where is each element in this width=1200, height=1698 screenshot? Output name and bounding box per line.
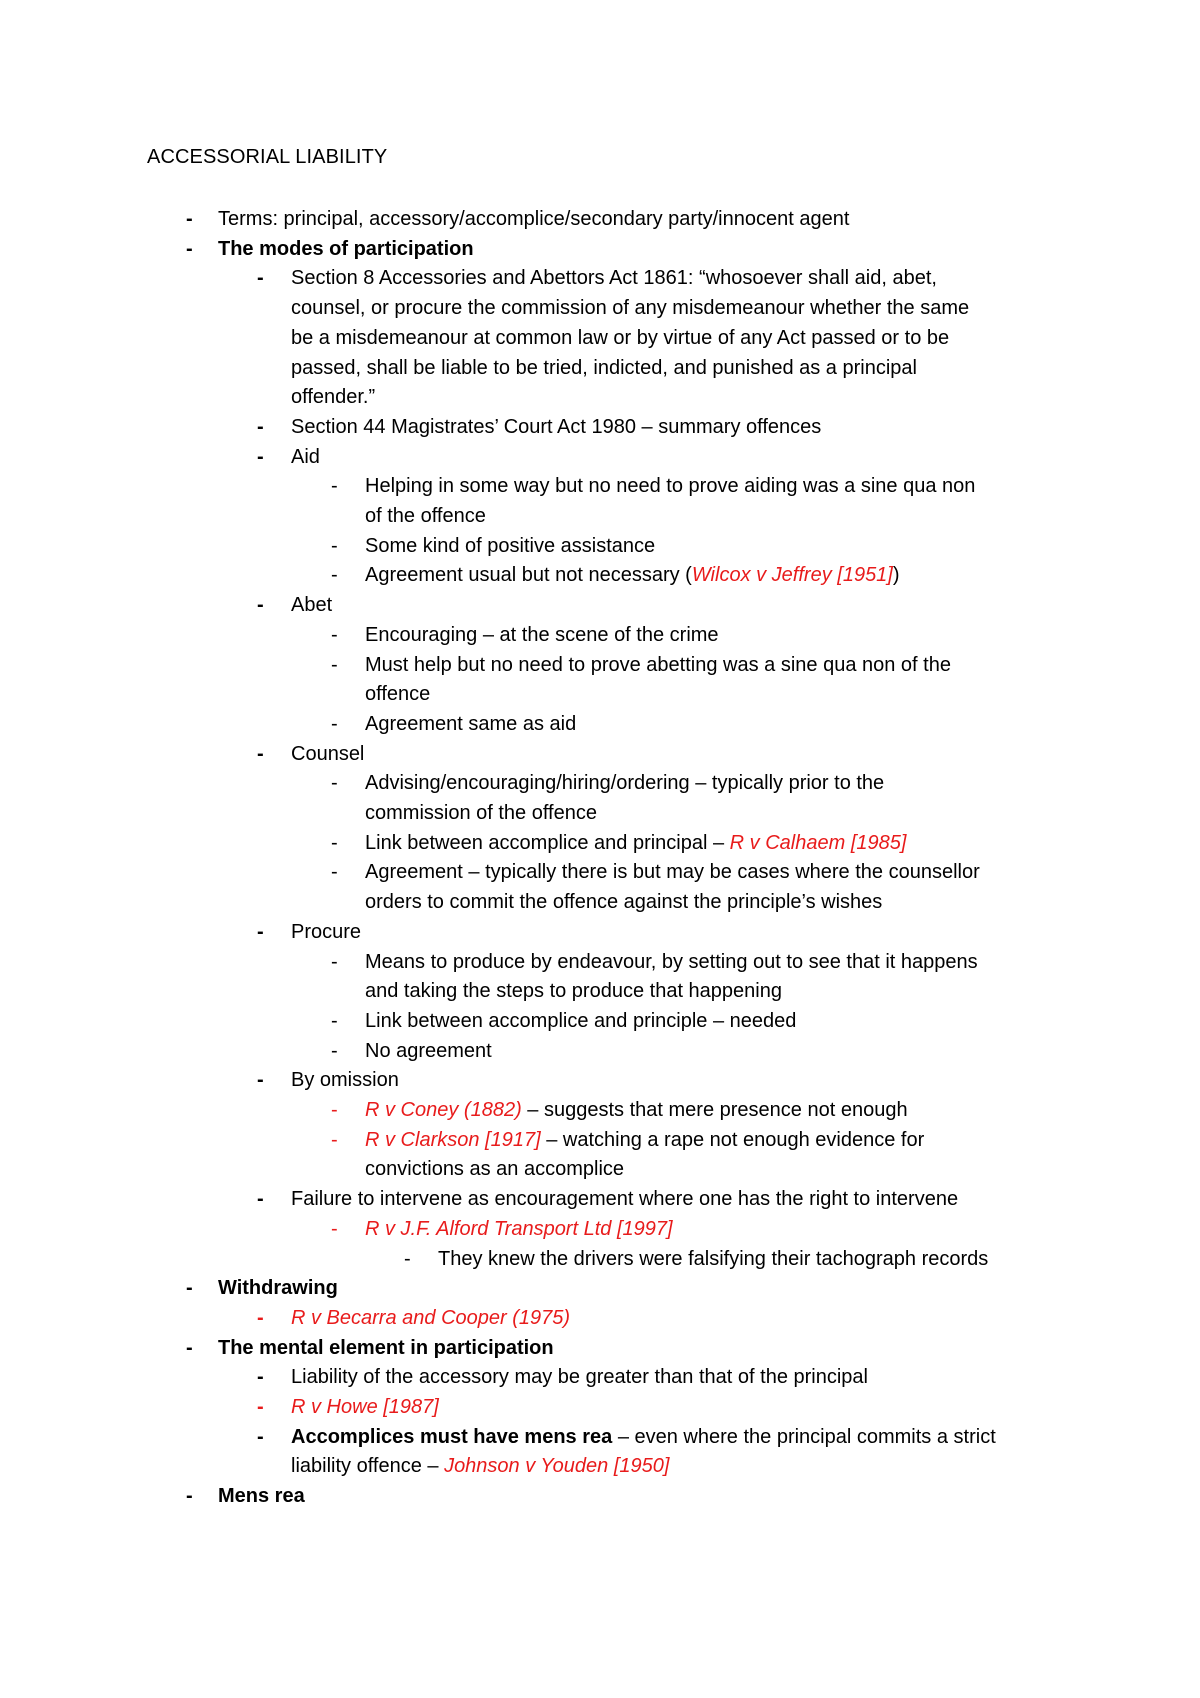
list-item-text: orders to commit the offence against the principle’s wishes	[365, 891, 883, 913]
list-item	[365, 950, 978, 974]
list-item-text: Terms: principal, accessory/accomplice/secondary party/innocent agent	[218, 208, 850, 230]
list-item-text: Counsel	[291, 743, 365, 765]
list-item-text: Must help but no need to prove abetting was a sine qua non of the	[365, 654, 951, 676]
list-item	[365, 1098, 908, 1122]
list-item	[218, 1336, 554, 1360]
list-item-text: commission of the offence	[365, 802, 597, 824]
list-item-text: By omission	[291, 1069, 399, 1091]
list-item-text: Means to produce by endeavour, by setting out to see that it happens	[365, 951, 978, 973]
bullet-dash: -	[186, 238, 193, 260]
list-item	[291, 1187, 958, 1211]
list-item	[365, 771, 884, 795]
bullet-dash: -	[331, 713, 338, 735]
list-item	[291, 742, 364, 766]
bullet-dash: -	[331, 772, 338, 794]
bullet-dash: -	[257, 1396, 264, 1418]
list-item	[365, 534, 655, 558]
bullet-dash: -	[257, 594, 264, 616]
list-item-text: counsel, or procure the commission of any misdemeanour whether the same	[291, 297, 970, 319]
bullet-dash: -	[331, 654, 338, 676]
list-item	[365, 474, 975, 498]
list-item	[291, 445, 320, 469]
list-item-text: Link between accomplice and principal –	[365, 832, 730, 854]
list-item	[365, 860, 980, 884]
bullet-dash: -	[331, 624, 338, 646]
list-item-text: – suggests that mere presence not enough	[521, 1099, 908, 1121]
bullet-dash: -	[257, 921, 264, 943]
list-item	[365, 1009, 796, 1033]
list-item-continuation	[291, 296, 969, 320]
case-citation: R v J.F. Alford Transport Ltd [1997]	[365, 1218, 673, 1240]
list-item	[218, 207, 849, 231]
list-item	[365, 563, 900, 587]
list-item-text: and taking the steps to produce that happening	[365, 980, 782, 1002]
bullet-dash: -	[257, 743, 264, 765]
list-item	[291, 1395, 439, 1419]
case-citation: Wilcox v Jeffrey [1951]	[691, 564, 893, 586]
list-item-text: Helping in some way but no need to prove aiding was a sine qua non	[365, 475, 976, 497]
list-item	[291, 1068, 399, 1092]
list-item	[291, 920, 361, 944]
bullet-dash: -	[331, 951, 338, 973]
list-item-text: Accomplices must have mens rea	[291, 1426, 613, 1448]
list-item-text: Liability of the accessory may be greater than that of the principal	[291, 1366, 868, 1388]
bullet-dash: -	[257, 1366, 264, 1388]
list-item-continuation	[291, 385, 375, 409]
bullet-dash: -	[257, 1307, 264, 1329]
list-item	[291, 1425, 996, 1449]
case-citation: R v Clarkson [1917]	[365, 1129, 541, 1151]
list-item-text: Procure	[291, 921, 362, 943]
bullet-dash: -	[331, 1040, 338, 1062]
bullet-dash: -	[257, 416, 264, 438]
list-item-text: The mental element in participation	[218, 1337, 554, 1359]
list-item	[291, 266, 937, 290]
list-item-text: Encouraging – at the scene of the crime	[365, 624, 719, 646]
list-item-continuation	[291, 356, 917, 380]
list-item	[365, 1039, 492, 1063]
list-item-text: Link between accomplice and principle – needed	[365, 1010, 797, 1032]
list-item-text: Agreement same as aid	[365, 713, 577, 735]
case-citation: R v Becarra and Cooper (1975)	[291, 1307, 571, 1329]
bullet-dash: -	[331, 1129, 338, 1151]
list-item	[365, 1217, 673, 1241]
list-item-text: be a misdemeanour at common law or by virtue of any Act passed or to be	[291, 327, 950, 349]
list-item	[218, 237, 474, 261]
list-item-continuation	[365, 979, 782, 1003]
list-item-text: liability offence –	[291, 1455, 445, 1477]
list-item	[218, 1276, 338, 1300]
list-item-continuation	[365, 1157, 624, 1181]
bullet-dash: -	[331, 861, 338, 883]
bullet-dash: -	[257, 267, 264, 289]
list-item-text: The modes of participation	[218, 238, 474, 260]
case-citation: Johnson v Youden [1950]	[444, 1455, 670, 1477]
list-item-text: – watching a rape not enough evidence for	[540, 1129, 925, 1151]
list-item-text: Aid	[291, 446, 320, 468]
bullet-dash: -	[331, 1218, 338, 1240]
list-item	[365, 712, 576, 736]
list-item-continuation	[365, 682, 430, 706]
list-item-continuation	[291, 326, 949, 350]
list-item-text: of the offence	[365, 505, 486, 527]
list-item	[291, 593, 332, 617]
bullet-dash: -	[331, 535, 338, 557]
bullet-dash: -	[186, 1485, 193, 1507]
bullet-dash: -	[257, 1188, 264, 1210]
list-item-text: passed, shall be liable to be tried, indicted, and punished as a principal	[291, 357, 917, 379]
list-item-continuation	[291, 1454, 669, 1478]
list-item	[365, 623, 719, 647]
list-item	[291, 1365, 868, 1389]
bullet-dash: -	[331, 1010, 338, 1032]
list-item-text: Agreement usual but not necessary (	[365, 564, 692, 586]
list-item-text: Advising/encouraging/hiring/ordering – typically prior to the	[365, 772, 885, 794]
list-item-text: Failure to intervene as encouragement where one has the right to intervene	[291, 1188, 959, 1210]
bullet-dash: -	[331, 564, 338, 586]
list-item-text: Some kind of positive assistance	[365, 535, 656, 557]
case-citation: R v Coney (1882)	[365, 1099, 522, 1121]
list-item	[291, 1306, 570, 1330]
list-item	[218, 1484, 305, 1508]
bullet-dash: -	[257, 446, 264, 468]
list-item-text: They knew the drivers were falsifying their tachograph records	[438, 1248, 989, 1270]
list-item	[365, 1128, 924, 1152]
list-item	[438, 1247, 988, 1271]
list-item-text: offender.”	[291, 386, 376, 408]
bullet-dash: -	[331, 475, 338, 497]
bullet-dash: -	[257, 1069, 264, 1091]
list-item-text: Agreement – typically there is but may be cases where the counsellor	[365, 861, 980, 883]
case-citation: R v Calhaem [1985]	[729, 832, 907, 854]
list-item-text: No agreement	[365, 1040, 492, 1062]
case-citation: R v Howe [1987]	[291, 1396, 439, 1418]
bullet-dash: -	[331, 1099, 338, 1121]
list-item-continuation	[365, 890, 882, 914]
list-item-text: – even where the principal commits a strict	[612, 1426, 996, 1448]
list-item	[291, 415, 821, 439]
list-item	[365, 831, 906, 855]
bullet-dash: -	[331, 832, 338, 854]
list-item-text: offence	[365, 683, 431, 705]
list-item-text: convictions as an accomplice	[365, 1158, 625, 1180]
list-item-continuation	[365, 801, 597, 825]
bullet-dash: -	[404, 1248, 411, 1270]
list-item-text: Section 44 Magistrates’ Court Act 1980 – summary offences	[291, 416, 822, 438]
bullet-dash: -	[257, 1426, 264, 1448]
list-item-text: Withdrawing	[218, 1277, 338, 1299]
list-item-text: )	[892, 564, 900, 586]
list-item-text: Abet	[291, 594, 333, 616]
list-item-continuation	[365, 504, 486, 528]
document-title: ACCESSORIAL LIABILITY	[147, 146, 388, 168]
bullet-dash: -	[186, 208, 193, 230]
list-item-text: Section 8 Accessories and Abettors Act 1861: “whosoever shall aid, abet,	[291, 267, 937, 289]
bullet-dash: -	[186, 1277, 193, 1299]
list-item-text: Mens rea	[218, 1485, 305, 1507]
bullet-dash: -	[186, 1337, 193, 1359]
list-item	[365, 653, 951, 677]
